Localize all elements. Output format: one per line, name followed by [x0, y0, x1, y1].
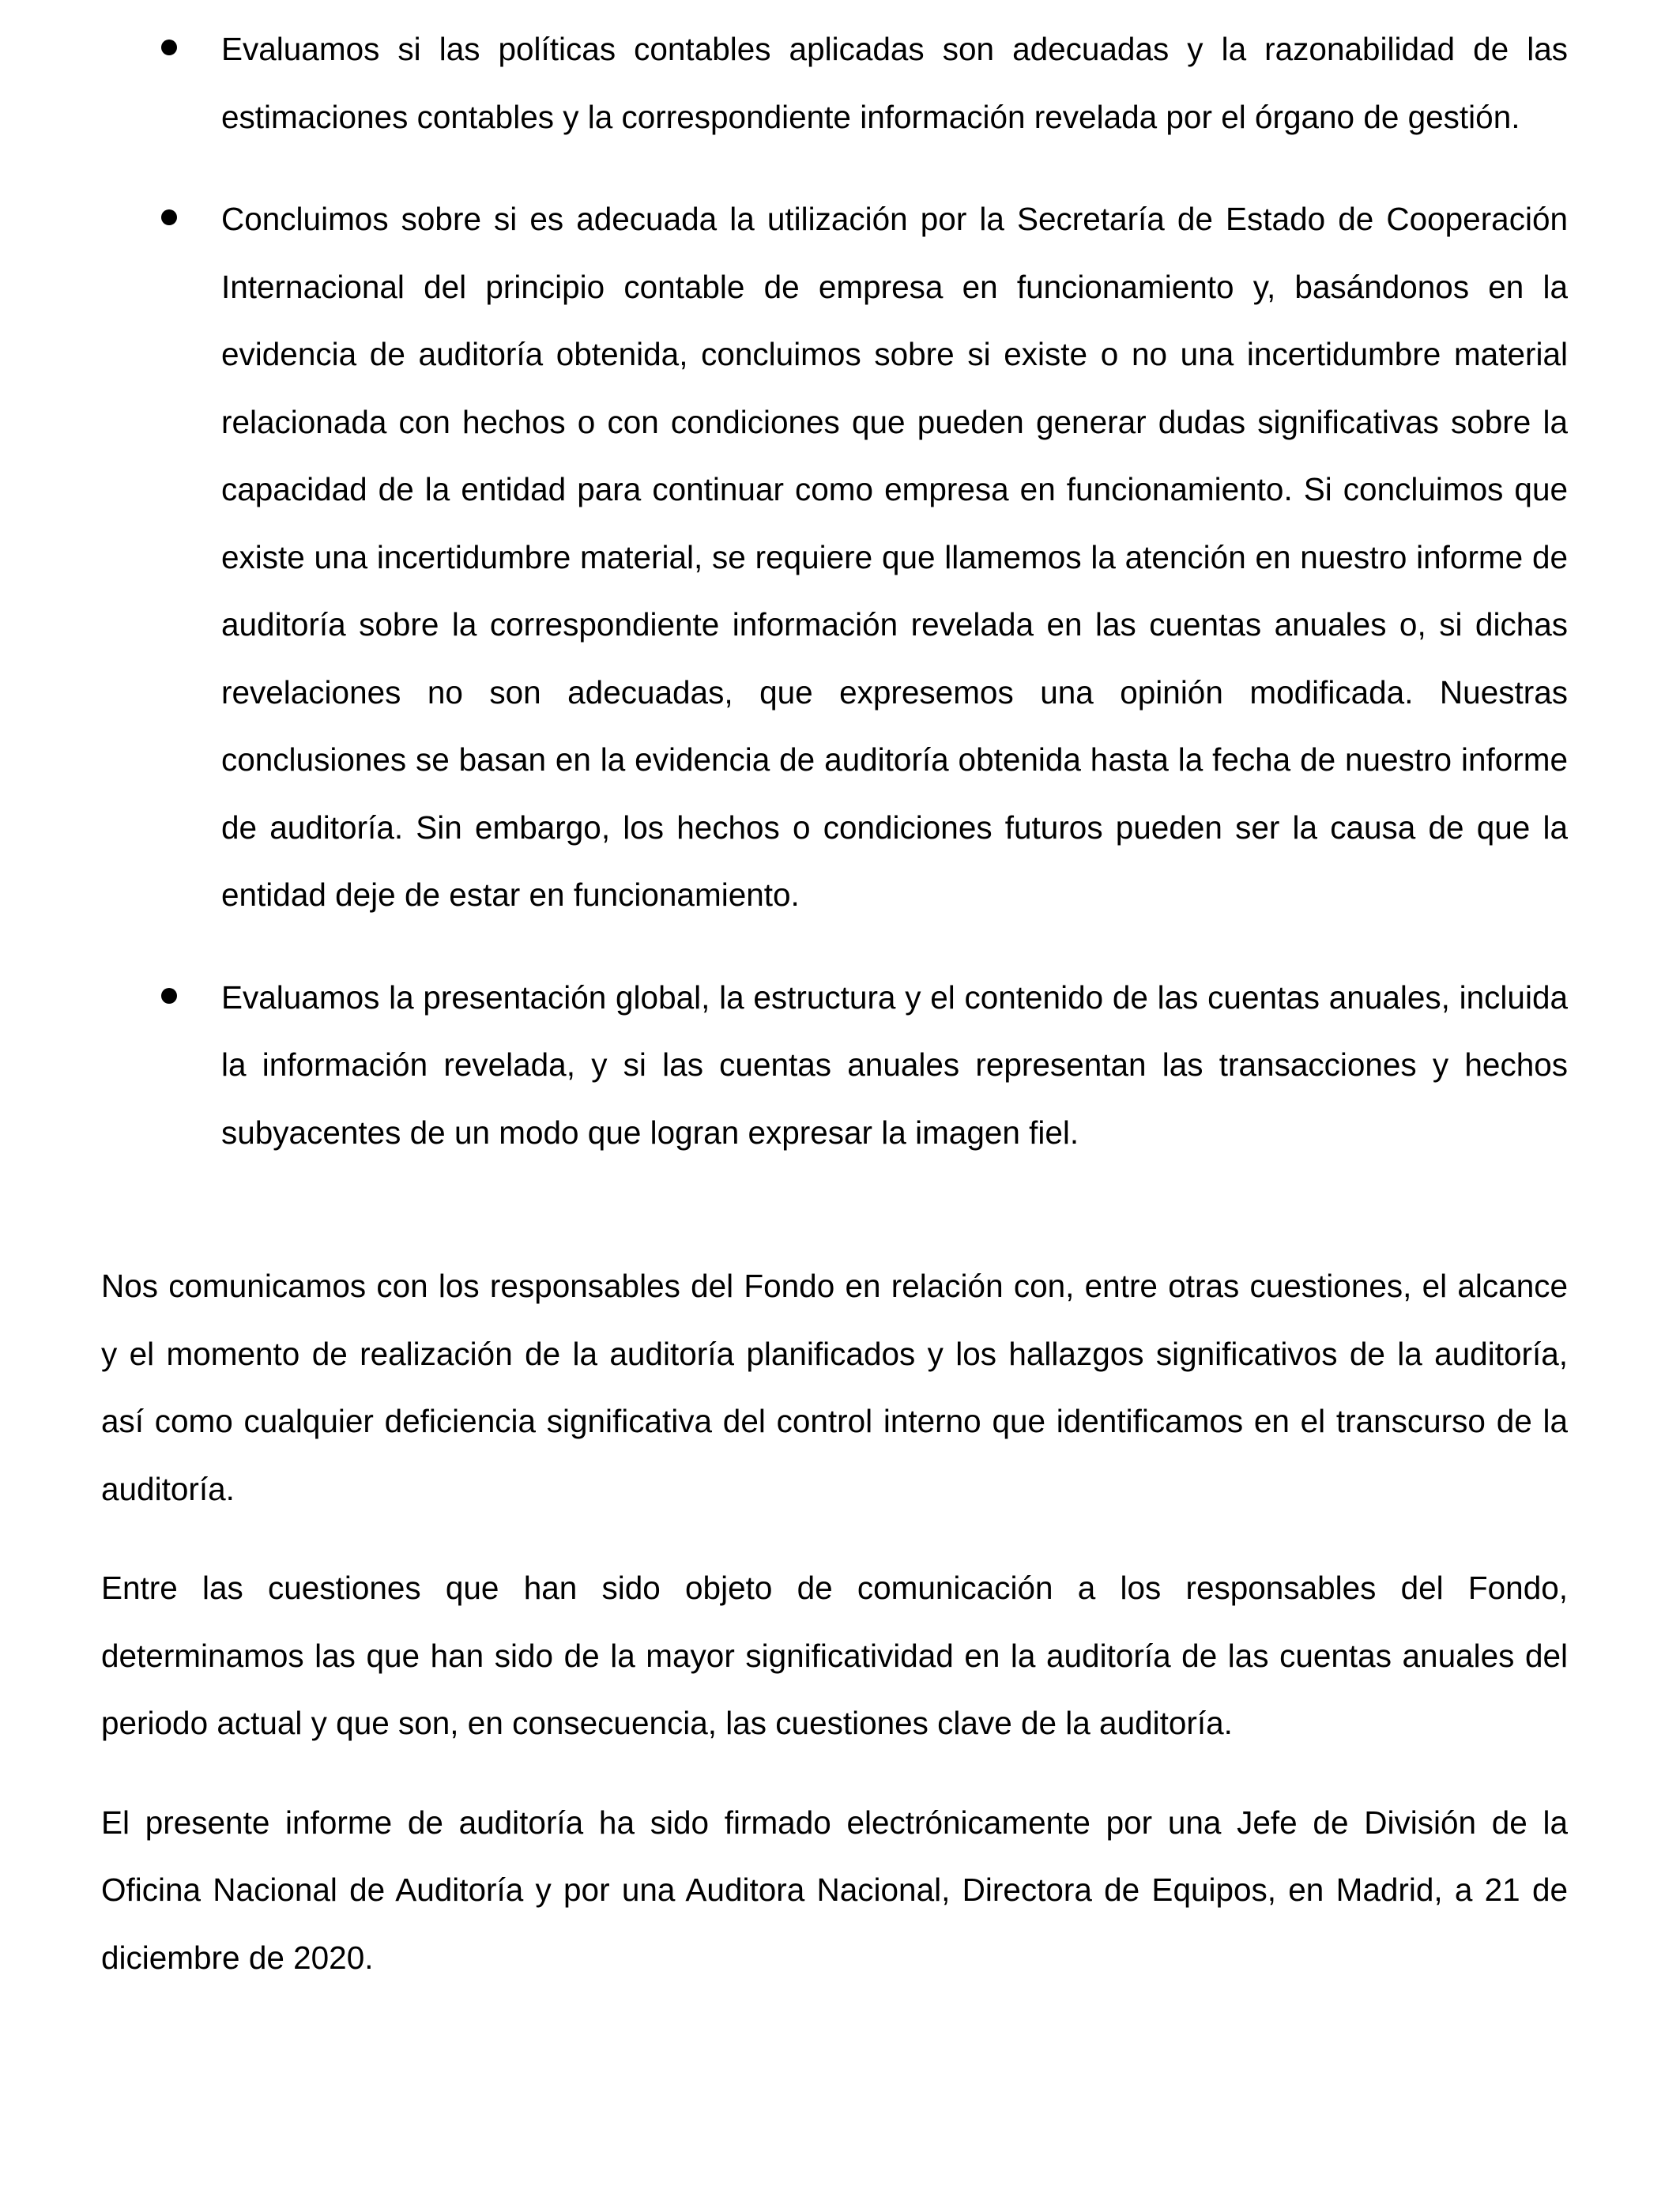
paragraph-text: El presente informe de auditoría ha sido firmado electrónicamente por una Jefe de División de la Oficina Nacional de Auditoría y por una Auditora Nacional, Directora de Equipos, en Madrid, a 21 de diciembre de 2020. [101, 1804, 1568, 1976]
paragraph-key-matters [101, 1555, 1568, 1758]
bullet-text: Evaluamos la presentación global, la estructura y el contenido de las cuentas anuales, incluida la información revelada, y si las cuentas anuales representan las transacciones y hechos subyacentes de un modo que logran expresar la imagen fiel. [221, 978, 1568, 1151]
paragraph-communication [101, 1253, 1568, 1523]
body-paragraphs [0, 1253, 1680, 2023]
paragraph-text: Entre las cuestiones que han sido objeto de comunicación a los responsables del Fondo, determinamos las que han sido de la mayor significatividad en la auditoría de las cuentas anuales del periodo actual y que son, en consecuencia, las cuestiones clave de la auditoría. [101, 1570, 1568, 1741]
bullet-item-accounting-policies [221, 16, 1568, 151]
bullet-icon [161, 40, 177, 55]
paragraph-text: Nos comunicamos con los responsables del Fondo en relación con, entre otras cuestiones, el alcance y el momento de realización de la auditoría planificados y los hallazgos significativos de la auditoría, así como cualquier deficiencia significativa del control interno que identificamos en el transcurso de la auditoría. [101, 1268, 1568, 1507]
bullet-item-going-concern [221, 186, 1568, 929]
bullet-item-presentation [221, 964, 1568, 1167]
bullet-icon [161, 988, 177, 1004]
bullet-text: Evaluamos si las políticas contables aplicadas son adecuadas y la razonabilidad de las estimaciones contables y la correspondiente información revelada por el órgano de gestión. [221, 31, 1568, 135]
bullet-text: Concluimos sobre si es adecuada la utilización por la Secretaría de Estado de Cooperación Internacional del principio contable de empresa en funcionamiento y, basándonos en la evidencia de auditoría obtenida, concluimos sobre si existe o no una incertidumbre material relacionada con hechos o con condiciones que pueden generar dudas significativas sobre la capacidad de la entidad para continuar como empresa en funcionamiento. Si concluimos que existe una incertidumbre material, se requiere que llamemos la atención en nuestro informe de auditoría sobre la correspondiente información revelada en las cuentas anuales o, si dichas revelaciones no son adecuadas, que expresemos una opinión modificada. Nuestras conclusiones se basan en la evidencia de auditoría obtenida hasta la fecha de nuestro informe de auditoría. Sin embargo, los hechos o condiciones futuros pueden ser la causa de que la entidad deje de estar en funcionamiento. [221, 201, 1568, 913]
bullet-list [0, 16, 1680, 1201]
paragraph-signature [101, 1789, 1568, 1992]
bullet-icon [161, 209, 177, 225]
